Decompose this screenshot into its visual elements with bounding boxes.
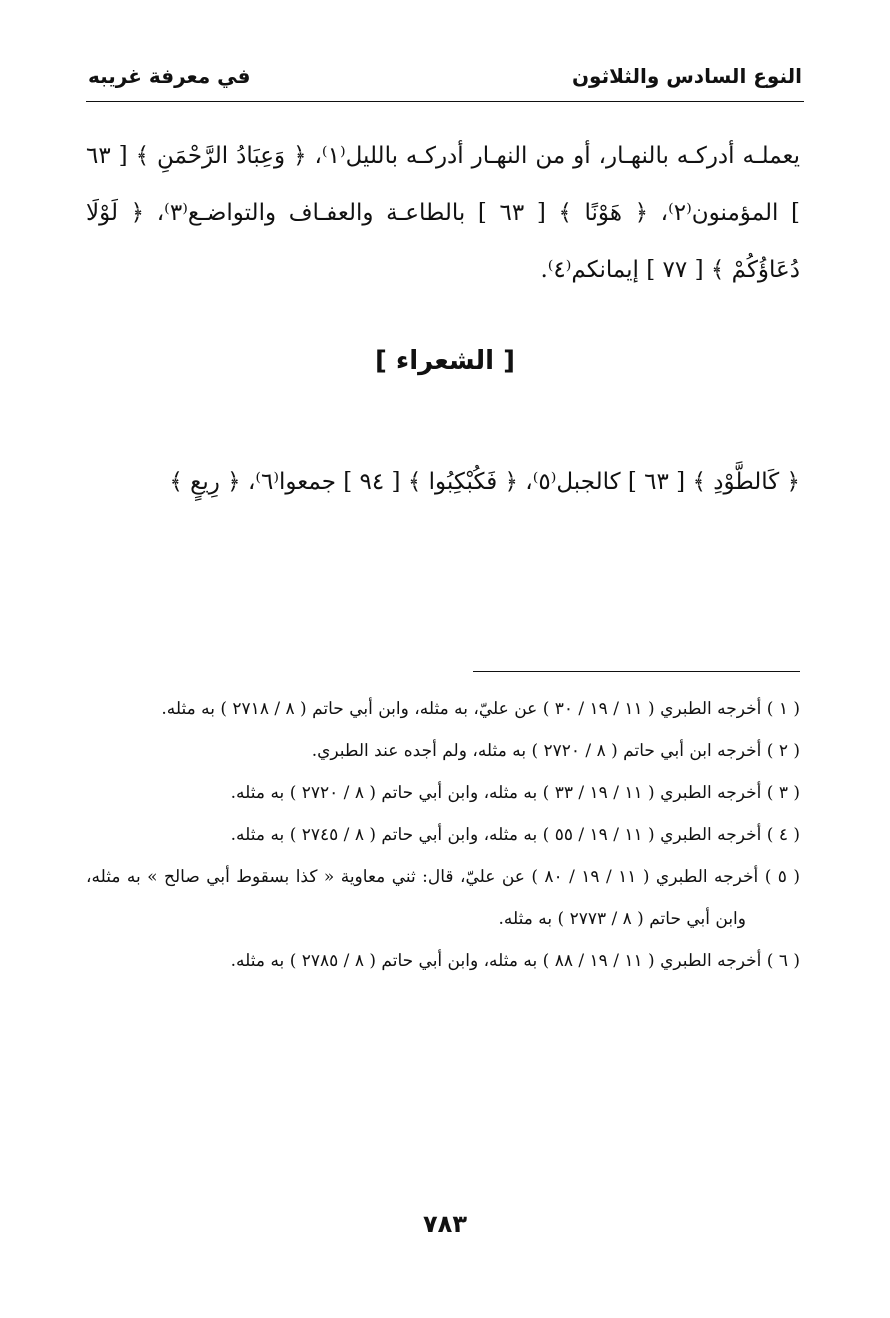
footnote-1: ( ١ ) أخرجه الطبري ( ١١ / ١٩ / ٣٠ ) عن عليّ، به مثله، وابن أبي حاتم ( ٨ / ٢٧١٨ ) به مثله. [161, 699, 800, 719]
main-text [86, 128, 800, 299]
footnote-5: ( ٥ ) أخرجه الطبري ( ١١ / ١٩ / ٨٠ ) عن عليّ، قال: ثني معاوية « كذا بسقوط أبي صالح » به مثله، وابن أبي حاتم ( ٨ / ٢٧٧٣ ) به مثله. [86, 867, 800, 929]
section-text-line: ﴿ كَالطَّوْدِ ﴾ [ ٦٣ ] كالجبل⁽٥⁾، ﴿ فَكُبْكِبُوا ﴾ [ ٩٤ ] جمعوا⁽٦⁾، ﴿ رِيعٍ ﴾ [169, 469, 800, 495]
footnote-3: ( ٣ ) أخرجه الطبري ( ١١ / ١٩ / ٣٣ ) به مثله، وابن أبي حاتم ( ٨ / ٢٧٢٠ ) به مثله. [230, 783, 800, 803]
chapter-title: النوع السادس والثلاثون [571, 64, 802, 88]
page-number: ٧٨٣ [423, 1210, 467, 1238]
running-header [88, 58, 802, 94]
header-divider [86, 101, 804, 102]
section-heading: [ الشعراء ] [374, 346, 516, 376]
body-paragraph: يعملـه أدركـه بالنهـار، أو من النهـار أدركـه بالليل⁽١⁾، ﴿ وَعِبَادُ الرَّحْمَنِ ﴾ [ ٦٣ ] المؤمنون⁽٢⁾، ﴿ هَوْنًا ﴾ [ ٦٣ ] بالطاعـة والعفـاف والتواضـع⁽٣⁾، ﴿ لَوْلَا دُعَاؤُكُمْ ﴾ [ ٧٧ ] إيمانكم⁽٤⁾. [86, 143, 800, 283]
footnote-4: ( ٤ ) أخرجه الطبري ( ١١ / ١٩ / ٥٥ ) به مثله، وابن أبي حاتم ( ٨ / ٢٧٤٥ ) به مثله. [230, 825, 800, 845]
footnote-divider [473, 671, 800, 672]
footnotes-list [86, 688, 800, 982]
footnote-6: ( ٦ ) أخرجه الطبري ( ١١ / ١٩ / ٨٨ ) به مثله، وابن أبي حاتم ( ٨ / ٢٧٨٥ ) به مثله. [230, 951, 800, 971]
footnote-2: ( ٢ ) أخرجه ابن أبي حاتم ( ٨ / ٢٧٢٠ ) به مثله، ولم أجده عند الطبري. [311, 741, 800, 761]
section-subtitle: في معرفة غريبه [88, 64, 251, 88]
